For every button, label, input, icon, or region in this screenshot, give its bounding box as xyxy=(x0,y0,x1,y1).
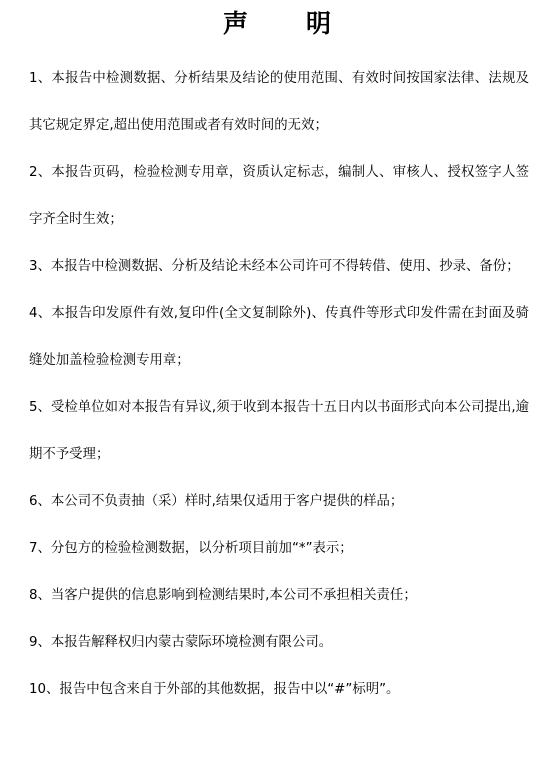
clause-item-2: 2、本报告页码，检验检测专用章，资质认定标志，编制人、审核人、授权签字人签字齐全时生效； xyxy=(29,165,529,227)
page-title: 声明 xyxy=(222,9,389,38)
clause-item-9: 9、本报告解释权归内蒙古蒙际环境检测有限公司。 xyxy=(29,635,333,650)
clause-item-3: 3、本报告中检测数据、分析及结论未经本公司许可不得转借、使用、抄录、备份； xyxy=(29,259,520,274)
clause-item-5: 5、受检单位如对本报告有异议,须于收到本报告十五日内以书面形式向本公司提出,逾期不予受理； xyxy=(29,400,529,462)
clause-item-4: 4、本报告印发原件有效,复印件(全文复制除外)、传真件等形式印发件需在封面及骑缝处加盖检验检测专用章； xyxy=(29,306,529,368)
clause-list xyxy=(29,55,529,713)
clause-item-10: 10、报告中包含来自于外部的其他数据，报告中以“#”标明”。 xyxy=(29,682,400,697)
clause-item-6: 6、本公司不负责抽（采）样时,结果仅适用于客户提供的样品； xyxy=(29,494,404,509)
clause-item-1: 1、本报告中检测数据、分析结果及结论的使用范围、有效时间按国家法律、法规及其它规定界定,超出使用范围或者有效时间的无效； xyxy=(29,71,529,133)
clause-item-7: 7、分包方的检验检测数据，以分析项目前加“*”表示； xyxy=(29,541,353,556)
clause-item-8: 8、当客户提供的信息影响到检测结果时,本公司不承担相关责任； xyxy=(29,588,417,603)
